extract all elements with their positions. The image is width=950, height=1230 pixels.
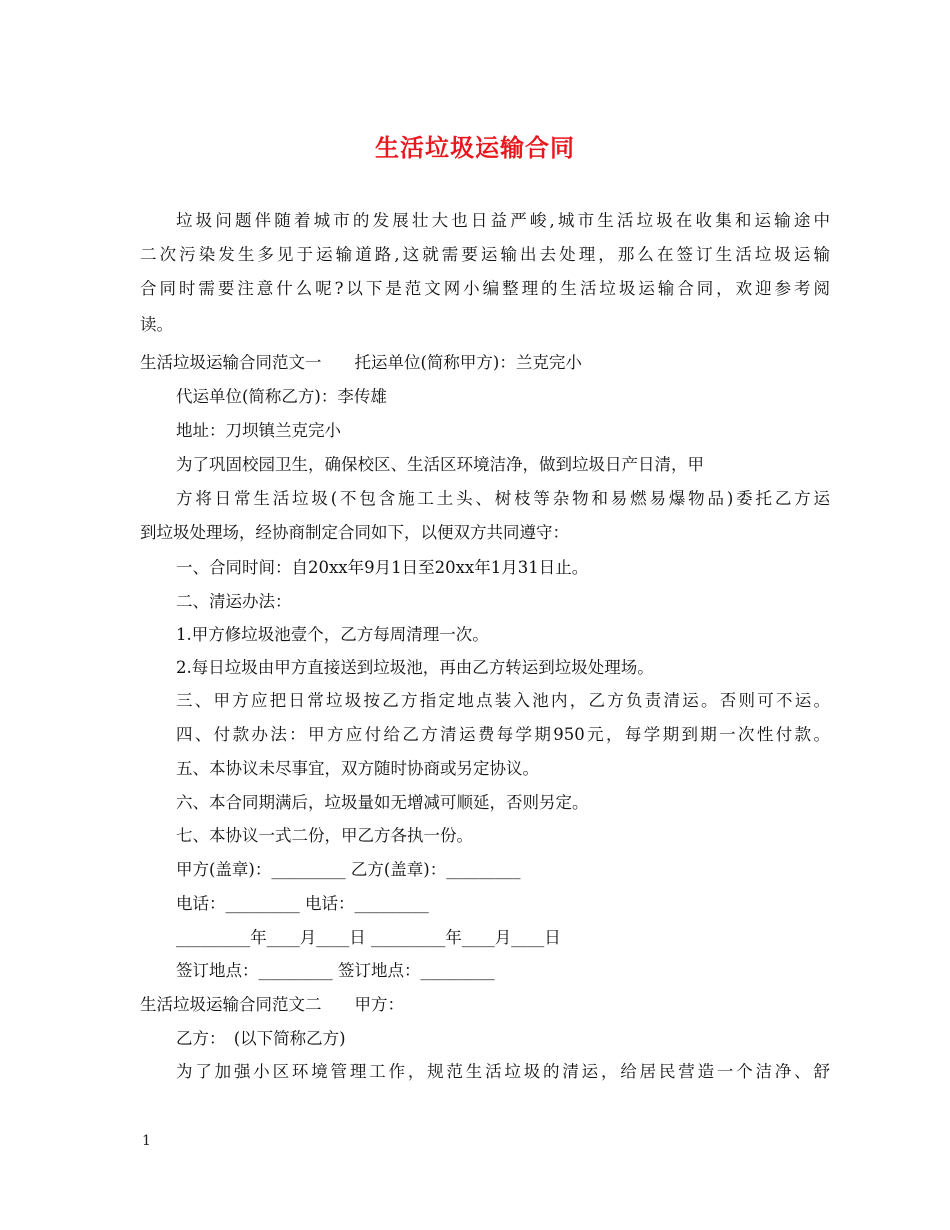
clause-line: 七、本协议一式二份，甲乙方各执一份。 xyxy=(176,826,473,845)
document-title: 生活垃圾运输合同 xyxy=(375,133,575,162)
paragraph-line: 合同时需要注意什么呢?以下是范文网小编整理的生活垃圾运输合同，欢迎参考阅 xyxy=(140,279,830,298)
paragraph-line: 代运单位(简称乙方)：李传雄 xyxy=(176,387,387,406)
paragraph-line: 为了加强小区环境管理工作，规范生活垃圾的清运，给居民营造一个洁净、舒 xyxy=(176,1062,830,1081)
clause-line: 六、本合同期满后，垃圾量如无增减可顺延，否则另定。 xyxy=(176,793,589,812)
clause-line: 五、本协议未尽事宜，双方随时协商或另定协议。 xyxy=(176,759,539,778)
paragraph-line: 乙方： (以下简称乙方) xyxy=(176,1029,346,1048)
signature-line: _________年____月____日 _________年____月____日 xyxy=(176,928,561,947)
paragraph-line: 地址：刀坝镇兰克完小 xyxy=(176,421,341,440)
paragraph-line: 为了巩固校园卫生，确保校区、生活区环境洁净，做到垃圾日产日清，甲 xyxy=(176,455,704,474)
page-number: 1 xyxy=(142,1133,151,1149)
clause-line: 四、付款办法：甲方应付给乙方清运费每学期950元，每学期到期一次性付款。 xyxy=(176,725,830,744)
signature-line: 签订地点：_________ 签订地点：_________ xyxy=(176,961,495,980)
paragraph-line: 垃圾问题伴随着城市的发展壮大也日益严峻,城市生活垃圾在收集和运输途中 xyxy=(176,211,830,230)
clause-line: 一、合同时间：自20xx年9月1日至20xx年1月31日止。 xyxy=(176,558,589,577)
section-heading-line: 生活垃圾运输合同范文二 甲方： xyxy=(140,995,404,1014)
paragraph-line: 读。 xyxy=(140,315,173,334)
paragraph-line: 到垃圾处理场，经协商制定合同如下，以便双方共同遵守： xyxy=(140,523,569,542)
signature-line: 电话：_________ 电话：_________ xyxy=(176,894,429,913)
section-heading-line: 生活垃圾运输合同范文一 托运单位(简称甲方)：兰克完小 xyxy=(140,353,582,372)
signature-line: 甲方(盖章)：_________ 乙方(盖章)：_________ xyxy=(176,860,521,879)
paragraph-line: 方将日常生活垃圾(不包含施工土头、树枝等杂物和易燃易爆物品)委托乙方运 xyxy=(176,489,830,508)
clause-line: 2.每日垃圾由甲方直接送到垃圾池，再由乙方转运到垃圾处理场。 xyxy=(176,658,654,677)
clause-line: 1.甲方修垃圾池壹个，乙方每周清理一次。 xyxy=(176,625,489,644)
clause-line: 二、清运办法： xyxy=(176,592,292,611)
clause-line: 三、甲方应把日常垃圾按乙方指定地点装入池内，乙方负责清运。否则可不运。 xyxy=(176,691,830,710)
paragraph-line: 二次污染发生多见于运输道路,这就需要运输出去处理，那么在签订生活垃圾运输 xyxy=(140,245,830,264)
